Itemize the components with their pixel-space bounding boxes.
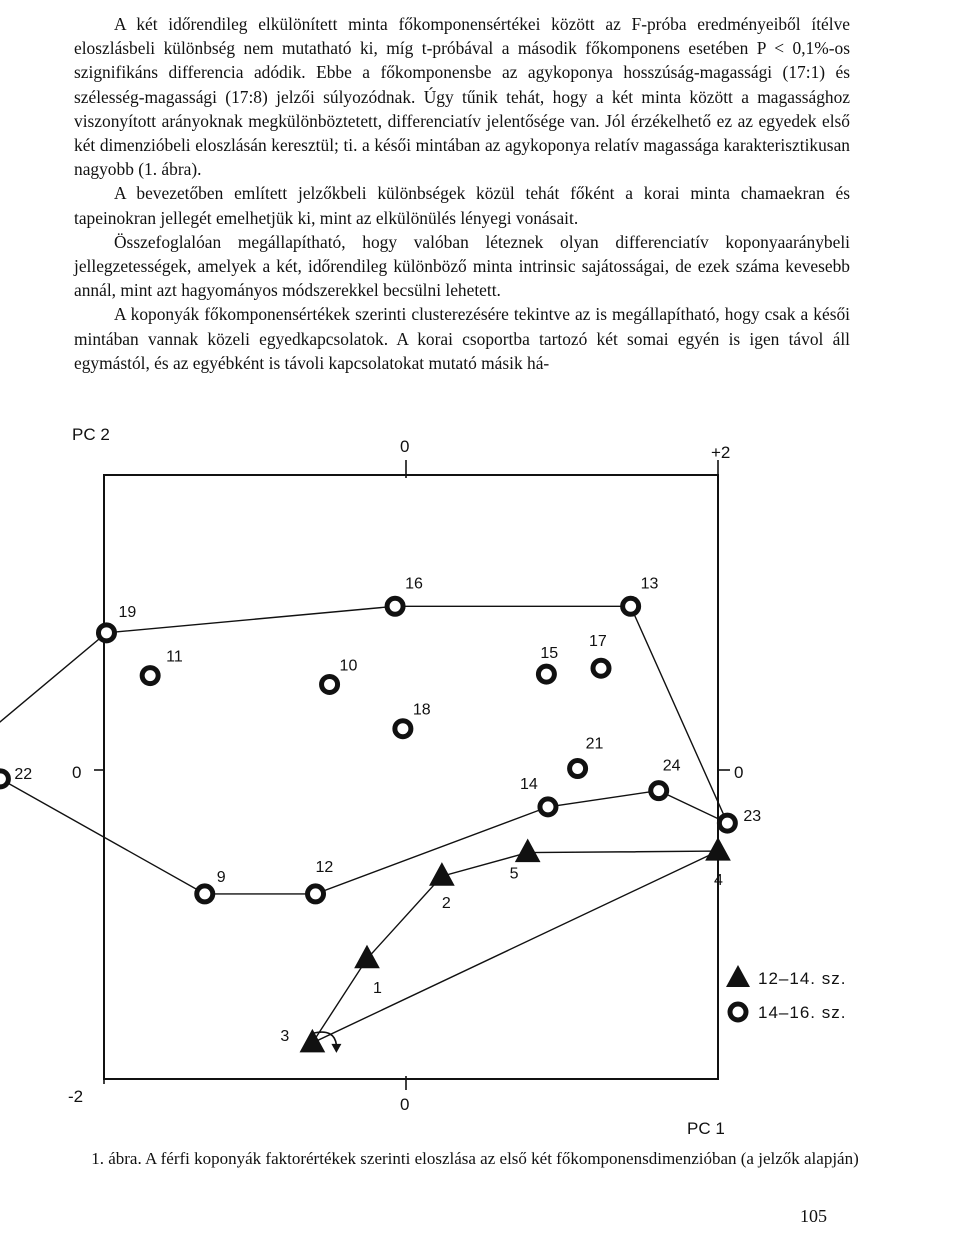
ring-marker-24	[651, 783, 667, 799]
x-tick-center-top: 0	[400, 437, 410, 456]
point-label-12: 12	[315, 858, 334, 876]
y-axis-label: PC 2	[72, 425, 110, 444]
legend-ring-icon	[730, 1004, 746, 1020]
point-label-10: 10	[339, 657, 358, 675]
point-label-3: 3	[280, 1027, 290, 1045]
point-label-17: 17	[589, 633, 607, 651]
ring-marker-13	[623, 598, 639, 614]
ring-marker-19	[98, 625, 114, 641]
legend	[726, 965, 846, 1022]
figure-caption: 1. ábra. A férfi koponyák faktorértékek szerinti eloszlása az első két főkomponensdimenzióban (a jelzők alapján)	[91, 1149, 859, 1168]
legend-triangle-icon	[726, 965, 750, 987]
y-tick-zero-left: 0	[72, 763, 82, 782]
point-label-16: 16	[405, 575, 423, 593]
ring-marker-14	[540, 799, 556, 815]
y-tick-zero-right: 0	[734, 763, 744, 782]
x-tick-right-top: +2	[711, 443, 731, 462]
point-label-11: 11	[166, 648, 183, 666]
point-label-19: 19	[118, 603, 137, 621]
point-label-2: 2	[441, 895, 451, 913]
point-label-5: 5	[509, 865, 519, 883]
ring-marker-21	[570, 761, 586, 777]
triangle-marker-4	[706, 838, 730, 860]
paragraph-4: A koponyák főkomponensértékek szerinti clusterezésére tekintve az is megállapítható, hogy csak a késői mintában vannak közeli egyedkapcsolatok. A korai csoportba tartozó két somai egyén is igen távol áll egymástól, és az egyébként is távoli kapcsolatokat mutató másik há-	[74, 304, 850, 373]
point-label-22: 22	[14, 765, 33, 783]
point-label-4: 4	[714, 872, 723, 890]
cluster-hulls	[0, 603, 727, 1043]
paragraph-3: Összefoglalóan megállapítható, hogy valóban léteznek olyan differenciatív koponyaaránybeli jellegzetességek, amelyek a két, időrendileg különböző minta intrinsic sajátosságai, de ezek száma kevesebb annál, mint azt hagyományos módszerekkel becsülni lehetett.	[74, 231, 850, 301]
point-label-18: 18	[412, 701, 431, 719]
point-label-14: 14	[519, 775, 538, 793]
ring-marker-9	[197, 886, 213, 902]
triangle-marker-5	[516, 840, 540, 862]
ring-marker-18	[395, 721, 411, 737]
point-label-9: 9	[216, 868, 226, 886]
plot-frame	[104, 475, 718, 1079]
point-label-13: 13	[640, 575, 659, 593]
legend-label-0: 12–14. sz.	[758, 969, 847, 988]
ring-marker-16	[387, 598, 403, 614]
paragraph-1: A két időrendileg elkülönített minta főkomponensértékei között az F-próba eredményeiből ítélve eloszlásbeli különbség nem mutatható ki, míg t-próbával a második főkomponens esetében P < 0,1%-os szignifikáns differencia adódik. Ebbe a főkomponensbe az agykoponya hosszúság-magassági (17:1) és szélesség-magassági (17:8) jelzői súlyozódnak. Úgy tűnik tehát, hogy a két minta között a magassághoz viszonyított arányoknak megkülönböztetett, differenciatív jelentősége van. Jól érzékelhető ez az egyedek első két dimenzióbeli eloszlásán keresztül; ti. a késői mintában az agykoponya relatív magassága karakterisztikusan nagyobb (1. ábra).	[74, 14, 850, 180]
point-label-21: 21	[585, 735, 604, 753]
point-label-1: 1	[373, 979, 382, 997]
page-number: 105	[800, 1206, 827, 1226]
ring-marker-22	[0, 771, 8, 787]
hull-late-sample	[0, 603, 727, 894]
point-3-annotation-arrowhead	[331, 1044, 341, 1053]
ring-marker-23	[719, 815, 735, 831]
point-label-23: 23	[743, 808, 762, 826]
legend-label-1: 14–16. sz.	[758, 1003, 847, 1022]
ring-marker-17	[593, 660, 609, 676]
data-points	[0, 575, 761, 1053]
ring-marker-15	[538, 666, 554, 682]
paragraph-2: A bevezetőben említett jelzőkbeli különbségek közül tehát főként a korai minta chamaekran és tapeinokran jellegét emelhetjük ki, mint az elkülönülés lényegi vonásait.	[74, 183, 850, 228]
x-tick-center-bottom: 0	[400, 1095, 410, 1114]
point-label-24: 24	[662, 757, 681, 775]
ring-marker-11	[142, 668, 158, 684]
ring-marker-12	[308, 886, 324, 902]
ring-marker-10	[322, 676, 338, 692]
x-tick-left-bottom: -2	[68, 1087, 84, 1106]
triangle-marker-3	[300, 1030, 324, 1052]
x-axis-label: PC 1	[687, 1119, 725, 1138]
point-label-15: 15	[540, 645, 559, 663]
